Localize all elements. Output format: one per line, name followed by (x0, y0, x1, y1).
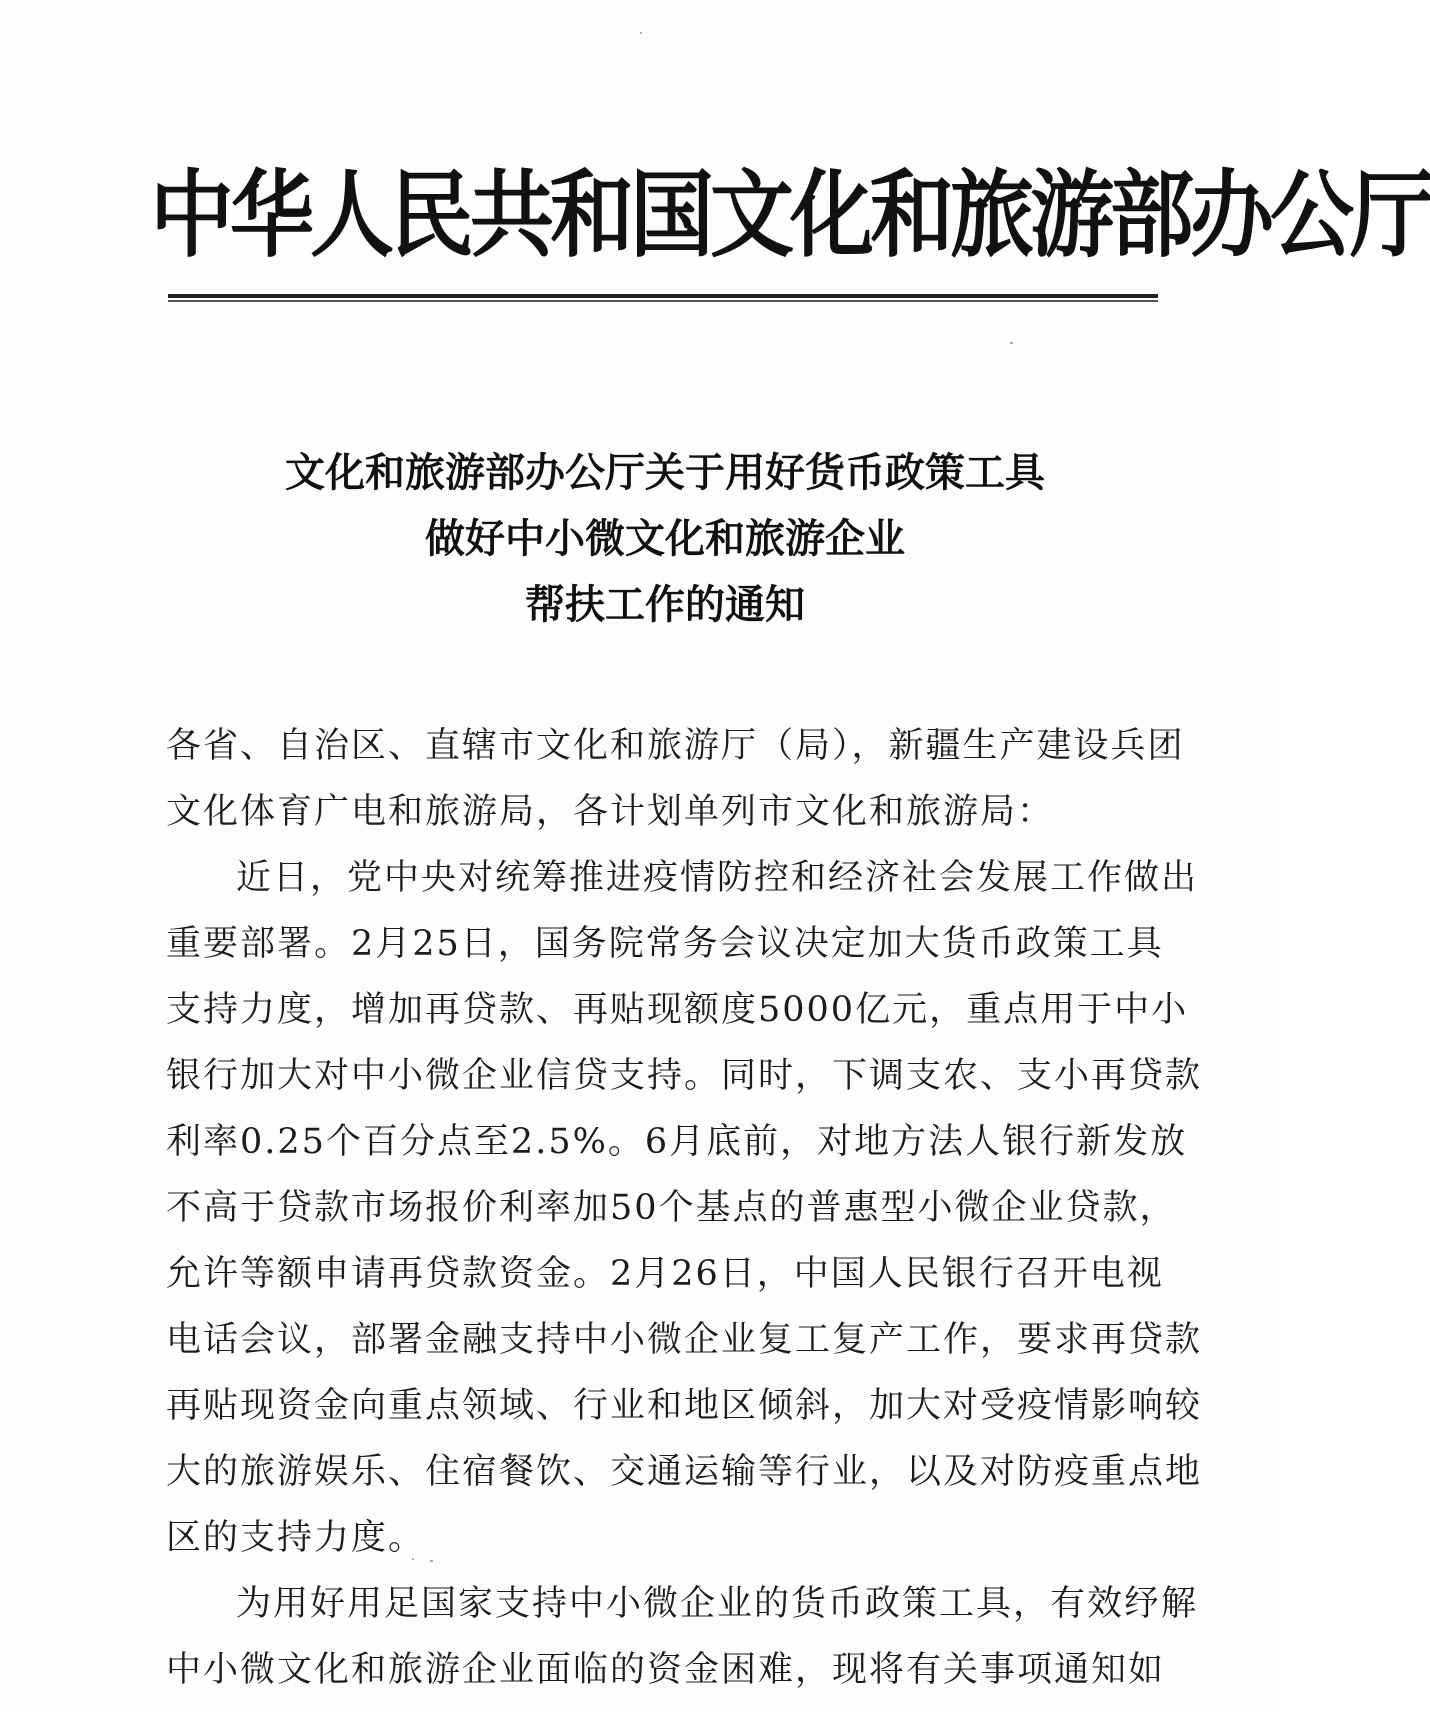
scan-speck (430, 1560, 433, 1562)
body-line: 支持力度，增加再贷款、再贴现额度5000亿元，重点用于中小 (166, 990, 1189, 1030)
scan-speck (412, 1558, 414, 1560)
body-line: 为用好用足国家支持中小微企业的货币政策工具，有效纾解 (236, 1584, 1199, 1624)
body-line: 利率0.25个百分点至2.5%。6月底前，对地方法人银行新发放 (166, 1122, 1188, 1162)
issuing-authority-header: 中华人民共和国文化和旅游部办公厅 (150, 160, 1430, 271)
document-title-line: 做好中小微文化和旅游企业 (425, 515, 905, 562)
body-line: 重要部署。2月25日，国务院常务会议决定加大货币政策工具 (166, 924, 1164, 964)
body-line: 区的支持力度。 (166, 1518, 426, 1558)
body-line: 各省、自治区、直辖市文化和旅游厅（局），新疆生产建设兵团 (166, 726, 1185, 766)
body-line: 大的旅游娱乐、住宿餐饮、交通运输等行业，以及对防疫重点地 (166, 1452, 1203, 1492)
scan-speck (640, 32, 642, 34)
document-title-line: 文化和旅游部办公厅关于用好货币政策工具 (285, 449, 1045, 496)
document-title (200, 440, 1130, 638)
body-line: 再贴现资金向重点领域、行业和地区倾斜，加大对受疫情影响较 (166, 1386, 1203, 1426)
body-line: 近日，党中央对统筹推进疫情防控和经济社会发展工作做出 (236, 858, 1199, 898)
body-line: 文化体育广电和旅游局，各计划单列市文化和旅游局： (166, 792, 1055, 832)
body-line: 银行加大对中小微企业信贷支持。同时，下调支农、支小再贷款 (166, 1056, 1203, 1096)
header-divider-secondary (168, 300, 1158, 302)
scan-speck (1010, 342, 1013, 344)
body-line: 不高于贷款市场报价利率加50个基点的普惠型小微企业贷款， (166, 1188, 1177, 1228)
document-body (166, 713, 1203, 1703)
document-title-line: 帮扶工作的通知 (525, 581, 805, 628)
body-line: 允许等额申请再贷款资金。2月26日，中国人民银行召开电视 (166, 1254, 1164, 1294)
header-divider (168, 294, 1158, 298)
body-line: 电话会议，部署金融支持中小微企业复工复产工作，要求再贷款 (166, 1320, 1203, 1360)
body-line: 中小微文化和旅游企业面临的资金困难，现将有关事项通知如 (166, 1650, 1166, 1690)
